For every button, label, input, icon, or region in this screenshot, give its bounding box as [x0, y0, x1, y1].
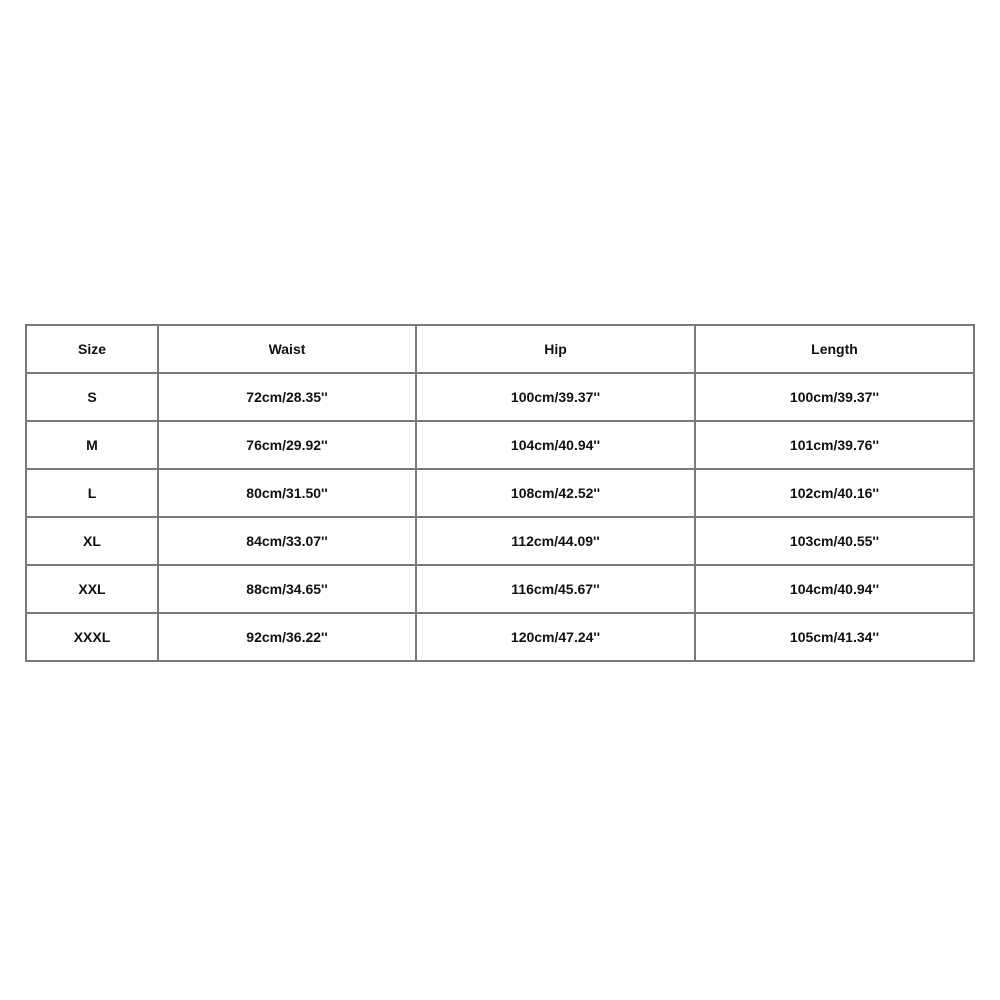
- cell-size: XXXL: [26, 613, 158, 661]
- table-row: [26, 517, 974, 565]
- cell-waist: 92cm/36.22'': [158, 613, 416, 661]
- cell-size: XL: [26, 517, 158, 565]
- cell-length: 105cm/41.34'': [695, 613, 974, 661]
- cell-hip: 120cm/47.24'': [416, 613, 695, 661]
- cell-size: M: [26, 421, 158, 469]
- cell-hip: 104cm/40.94'': [416, 421, 695, 469]
- cell-waist: 80cm/31.50'': [158, 469, 416, 517]
- header-waist: Waist: [158, 325, 416, 373]
- header-length: Length: [695, 325, 974, 373]
- table-row: [26, 421, 974, 469]
- header-size: Size: [26, 325, 158, 373]
- cell-waist: 76cm/29.92'': [158, 421, 416, 469]
- cell-hip: 100cm/39.37'': [416, 373, 695, 421]
- cell-size: S: [26, 373, 158, 421]
- header-hip: Hip: [416, 325, 695, 373]
- size-chart-table: [25, 324, 975, 662]
- cell-hip: 116cm/45.67'': [416, 565, 695, 613]
- table-row: [26, 565, 974, 613]
- cell-length: 102cm/40.16'': [695, 469, 974, 517]
- cell-length: 101cm/39.76'': [695, 421, 974, 469]
- cell-waist: 88cm/34.65'': [158, 565, 416, 613]
- cell-waist: 72cm/28.35'': [158, 373, 416, 421]
- cell-length: 104cm/40.94'': [695, 565, 974, 613]
- cell-waist: 84cm/33.07'': [158, 517, 416, 565]
- table-row: [26, 469, 974, 517]
- cell-hip: 108cm/42.52'': [416, 469, 695, 517]
- cell-length: 100cm/39.37'': [695, 373, 974, 421]
- cell-size: L: [26, 469, 158, 517]
- table-row: [26, 613, 974, 661]
- cell-hip: 112cm/44.09'': [416, 517, 695, 565]
- cell-length: 103cm/40.55'': [695, 517, 974, 565]
- cell-size: XXL: [26, 565, 158, 613]
- table-header-row: [26, 325, 974, 373]
- table-row: [26, 373, 974, 421]
